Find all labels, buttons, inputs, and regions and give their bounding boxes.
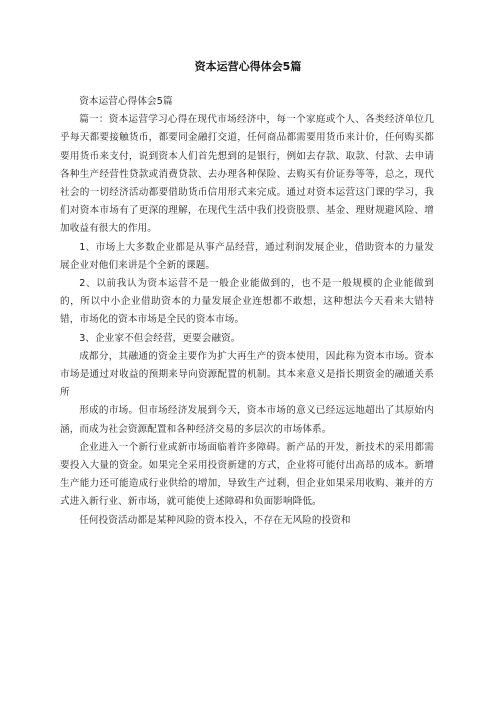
paragraph: 篇一：资本运营学习心得在现代市场经济中，每一个家庭或个人、各类经济单位几乎每天都要接触货币，都要同金融打交道，任何商品都需要用货币来计价，任何购买都要用货币来支付，说到资本人们首先想到的是银行，例如去存款、取款、付款、去申请各种生产经营性贷款或消费贷款、去办理各种保险、去购买有价证券等等，总之，现代社会的一切经济活动都要借助货币信用形式来完成。通过对资本运营这门课的学习，我们对资本市场有了更深的理解，在现代生活中我们投资股票、基金、理财规避风险、增加收益有很大的作用。 [60,114,434,235]
paragraph: 成都分，其融通的资金主要作为扩大再生产的资本使用，因此称为资本市场。资本市场是通过对收益的预期来导向资源配置的机制。其本来意义是指长期资金的融通关系所 [60,350,434,399]
paragraph: 形成的市场。但市场经济发展到今天，资本市场的意义已经远远地超出了其原始内涵，而成为社会资源配置和各种经济交易的多层次的市场体系。 [60,405,434,435]
paragraph: 3、企业家不但会经营，更要会融资。 [79,332,241,344]
paragraph: 1、市场上大多数企业都是从事产品经营，通过利润发展企业，借助资本的力量发展企业对他们来讲是个全新的课题。 [60,241,434,271]
section-heading: 资本运营心得体会5篇 [79,96,173,107]
document-body [60,93,434,530]
paragraph: 任何投资活动都是某种风险的资本投入，不存在无风险的投资和 [79,514,351,526]
document-title: 资本运营心得体会5篇 [194,60,302,73]
paragraph: 2、以前我认为资本运营不是一般企业能做到的，也不是一般规模的企业能做到的，所以中小企业借助资本的力量发展企业连想都不敢想，这种想法今天看来大错特错，市场化的资本市场是全民的资本市场。 [60,278,434,326]
paragraph: 企业进入一个新行业或新市场面临着许多障碍。新产品的开发，新技术的采用都需要投入大量的资金。如果完全采用投资新建的方式，企业将可能付出高昂的成本。新增生产能力还可能造成行业供给的增加，导致生产过剩，但企业如果采用收购、兼并的方式进入新行业、新市场，就可能使上述障碍和负面影响降低。 [60,441,434,508]
